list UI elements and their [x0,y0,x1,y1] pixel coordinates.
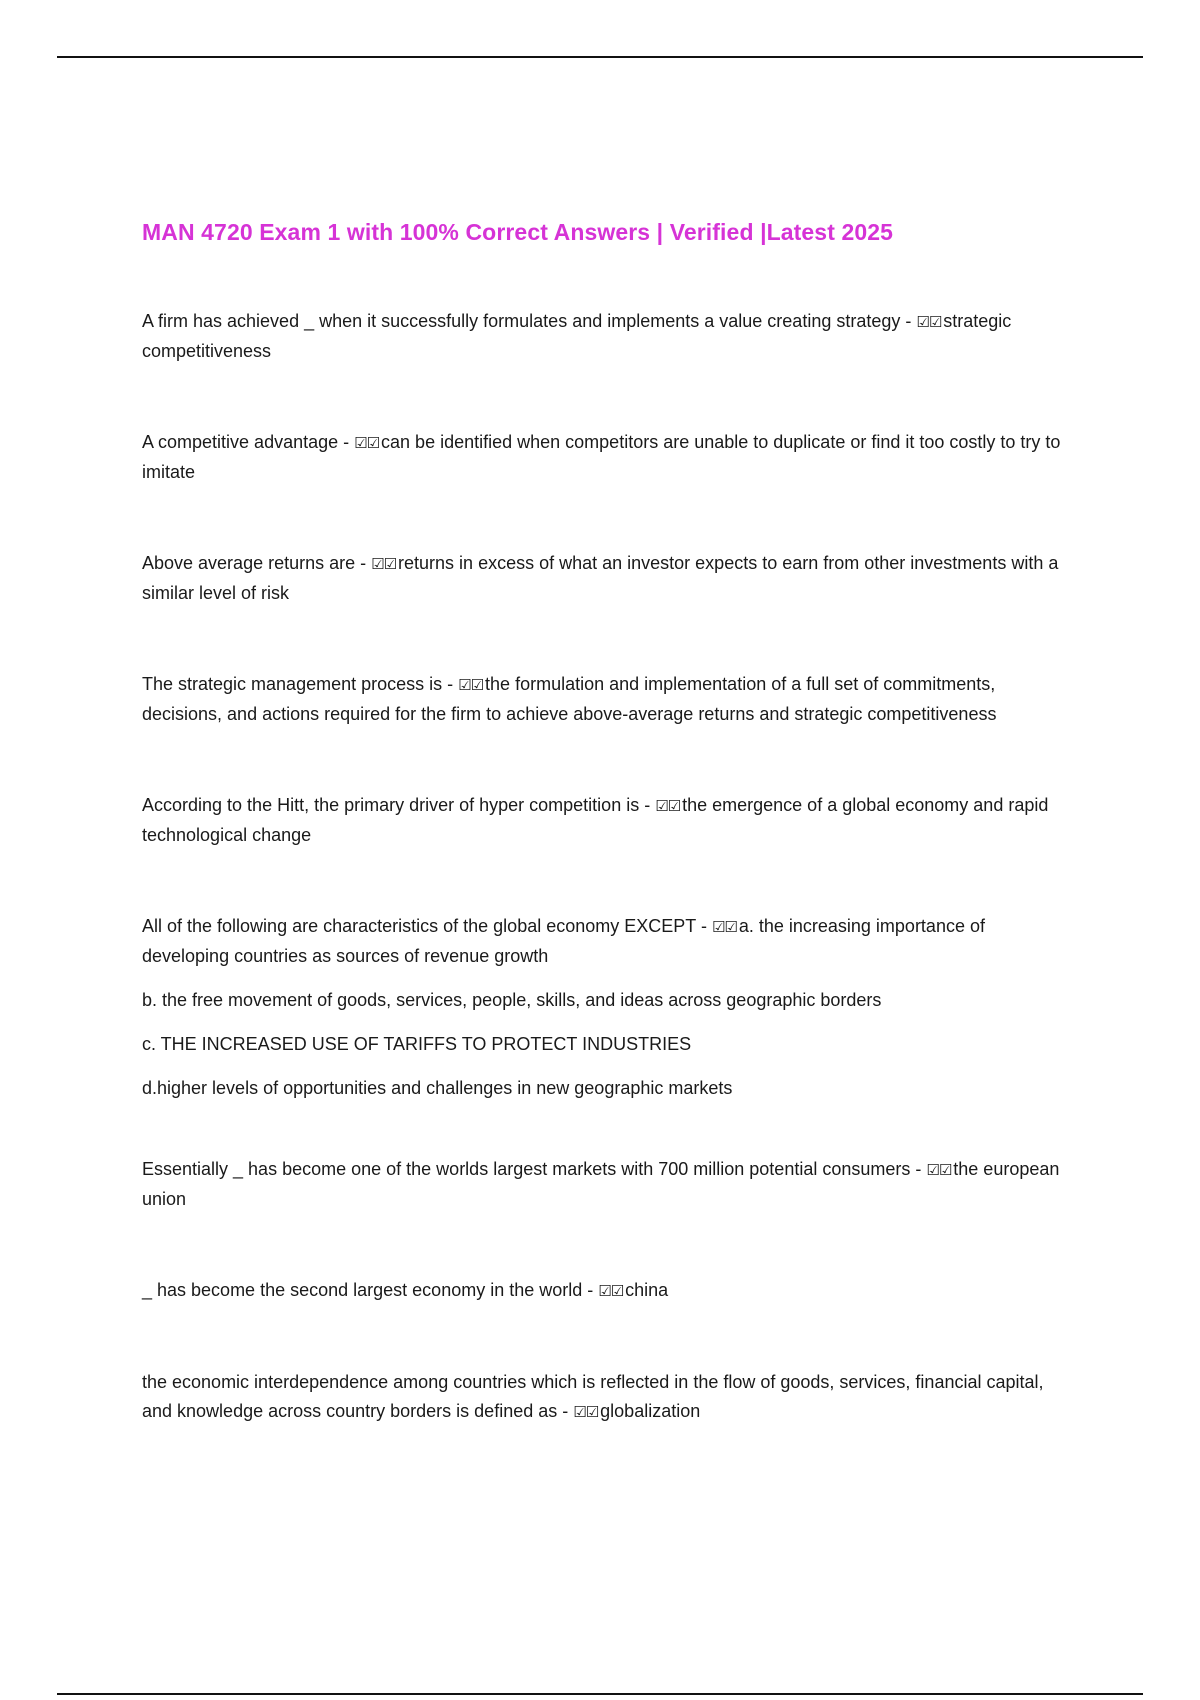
document-title: MAN 4720 Exam 1 with 100% Correct Answers | Verified |Latest 2025 [142,219,894,245]
question-text: All of the following are characteristics of the global economy EXCEPT - [142,916,712,936]
option-d: d.higher levels of opportunities and challenges in new geographic markets [142,1078,733,1098]
question-text: A firm has achieved _ when it successfully formulates and implements a value creating strategy - [142,311,917,331]
qa-item-9 [142,1368,1072,1427]
answer-text: china [625,1280,669,1300]
top-rule [57,56,1143,58]
document-body [142,215,1072,1427]
answer-text: a. the increasing importance of developing countries as sources of revenue growth [142,916,985,966]
question-text: _ has become the second largest economy in the world - [142,1280,599,1300]
double-check-icon: ☑☑ [354,434,380,452]
double-check-icon: ☑☑ [598,1282,624,1300]
qa-item-6 [142,912,1072,1103]
qa-item-2 [142,428,1072,487]
double-check-icon: ☑☑ [655,797,681,815]
bottom-rule [57,1693,1143,1695]
double-check-icon: ☑☑ [573,1403,599,1421]
qa-item-5 [142,791,1072,850]
answer-text: the emergence of a global economy and rapid technological change [142,795,1049,845]
question-text: Above average returns are - [142,553,372,573]
answer-text: can be identified when competitors are unable to duplicate or find it too costly to try to imitate [142,432,1061,482]
qa-item-6-question [142,912,1072,971]
question-text: A competitive advantage - [142,432,355,452]
double-check-icon: ☑☑ [371,555,397,573]
question-text: According to the Hitt, the primary driver of hyper competition is - [142,795,656,815]
option-c: c. THE INCREASED USE OF TARIFFS TO PROTECT INDUSTRIES [142,1034,692,1054]
answer-text: returns in excess of what an investor expects to earn from other investments with a similar level of risk [142,553,1059,603]
question-text: Essentially _ has become one of the worlds largest markets with 700 million potential consumers - [142,1159,927,1179]
double-check-icon: ☑☑ [916,313,942,331]
answer-text: strategic competitiveness [142,311,1012,361]
option-b: b. the free movement of goods, services, people, skills, and ideas across geographic borders [142,990,882,1010]
answer-text: globalization [600,1401,701,1421]
question-text: the economic interdependence among countries which is reflected in the flow of goods, services, financial capital, and knowledge across country borders is defined as - [142,1372,1044,1421]
qa-item-7 [142,1155,1072,1214]
qa-item-8 [142,1276,1072,1306]
answer-text: the formulation and implementation of a full set of commitments, decisions, and actions required for the firm to achieve above-average returns and strategic competitiveness [142,674,997,724]
qa-item-4 [142,670,1072,729]
question-text: The strategic management process is - [142,674,459,694]
double-check-icon: ☑☑ [926,1161,952,1179]
qa-item-1 [142,307,1072,366]
double-check-icon: ☑☑ [711,918,737,936]
double-check-icon: ☑☑ [458,676,484,694]
qa-item-3 [142,549,1072,608]
answer-text: the european union [142,1159,1060,1209]
